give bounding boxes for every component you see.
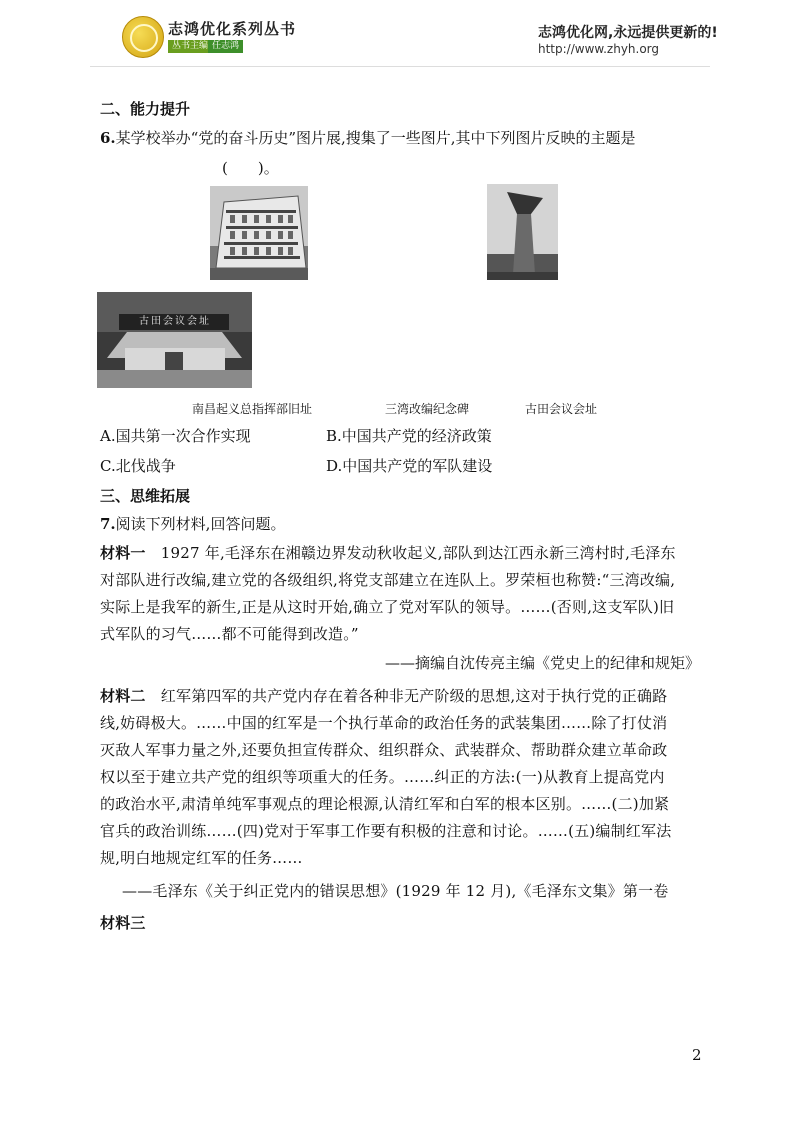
question-6-stem xyxy=(100,127,636,148)
material-2-line: 官兵的政治训练……(四)党对于军事工作要有积极的注意和讨论。……(五)编制红军法 xyxy=(100,822,672,840)
question-number: 7. xyxy=(100,515,116,533)
editor-name-badge: 任志鸿 xyxy=(208,40,243,53)
material-2-line: 灭敌人军事力量之外,还要负担宣传群众、组织群众、武装群众、帮助群众建立革命政 xyxy=(100,741,668,759)
option-a: A.国共第一次合作实现 xyxy=(100,427,251,445)
material-1-label: 材料一 xyxy=(100,544,146,562)
question-number: 6. xyxy=(100,129,116,147)
answer-blank: ( )。 xyxy=(222,159,279,177)
photo-nanchang-headquarters xyxy=(210,186,308,280)
material-2-label: 材料二 xyxy=(100,687,146,705)
page-number: 2 xyxy=(692,1046,702,1064)
photo-sanwan-monument xyxy=(487,184,558,280)
caption-nanchang: 南昌起义总指挥部旧址 xyxy=(192,402,313,416)
material-1-line: 材料一 1927 年,毛泽东在湘赣边界发动秋收起义,部队到达江西永新三湾村时,毛泽东 xyxy=(100,544,676,562)
header-divider xyxy=(90,66,710,67)
option-d: D.中国共产党的军队建设 xyxy=(326,457,493,475)
material-2-line: 线,妨碍极大。……中国的红军是一个执行革命的政治任务的武装集团……除了打仗消 xyxy=(100,714,668,732)
site-slogan: 志鸿优化网,永远提供更新的! xyxy=(538,25,718,41)
material-1-line: 实际上是我军的新生,正是从这时开始,确立了党对军队的领导。……(否则,这支军队)旧 xyxy=(100,598,675,616)
material-1-line: 对部队进行改编,建立党的各级组织,将党支部建立在连队上。罗荣桓也称赞:“三湾改编, xyxy=(100,571,676,589)
material-1-source: ——摘编自沈传亮主编《党史上的纪律和规矩》 xyxy=(384,654,700,672)
question-7-stem xyxy=(100,513,285,534)
page-header xyxy=(0,0,800,68)
section-heading-thinking: 三、思维拓展 xyxy=(100,487,191,505)
material-2-line: 权以至于建立共产党的组织等项重大的任务。……纠正的方法:(一)从教育上提高党内 xyxy=(100,768,665,786)
section-heading-ability: 二、能力提升 xyxy=(100,100,191,118)
material-2-line: 规,明白地规定红军的任务…… xyxy=(100,849,303,867)
question-text: 某学校举办“党的奋斗历史”图片展,搜集了一些图片,其中下列图片反映的主题是 xyxy=(115,129,636,147)
material-2-line: 材料二 红军第四军的共产党内存在着各种非无产阶级的思想,这对于执行党的正确路 xyxy=(100,687,668,705)
editor-badge: 丛书主编 xyxy=(168,40,212,53)
material-3-label: 材料三 xyxy=(100,914,146,932)
caption-gutian: 古田会议会址 xyxy=(525,402,598,416)
material-2-source: ——毛泽东《关于纠正党内的错误思想》(1929 年 12 月),《毛泽东文集》第一卷 xyxy=(122,882,669,900)
caption-sanwan: 三湾改编纪念碑 xyxy=(385,402,470,416)
photo-gutian-site xyxy=(97,292,252,388)
material-2-line: 的政治水平,肃清单纯军事观点的理论根源,认清红军和白军的根本区别。……(二)加紧 xyxy=(100,795,670,813)
series-title: 志鸿优化系列丛书 xyxy=(168,20,297,38)
photo-sign-text: 古田会议会址 xyxy=(139,316,211,327)
option-c: C.北伐战争 xyxy=(100,457,176,475)
question-text: 阅读下列材料,回答问题。 xyxy=(115,515,286,533)
material-1-line: 式军队的习气……都不可能得到改造。” xyxy=(100,625,359,643)
option-b: B.中国共产党的经济政策 xyxy=(326,427,492,445)
site-url[interactable]: http://www.zhyh.org xyxy=(538,42,660,56)
logo-icon xyxy=(122,16,164,58)
